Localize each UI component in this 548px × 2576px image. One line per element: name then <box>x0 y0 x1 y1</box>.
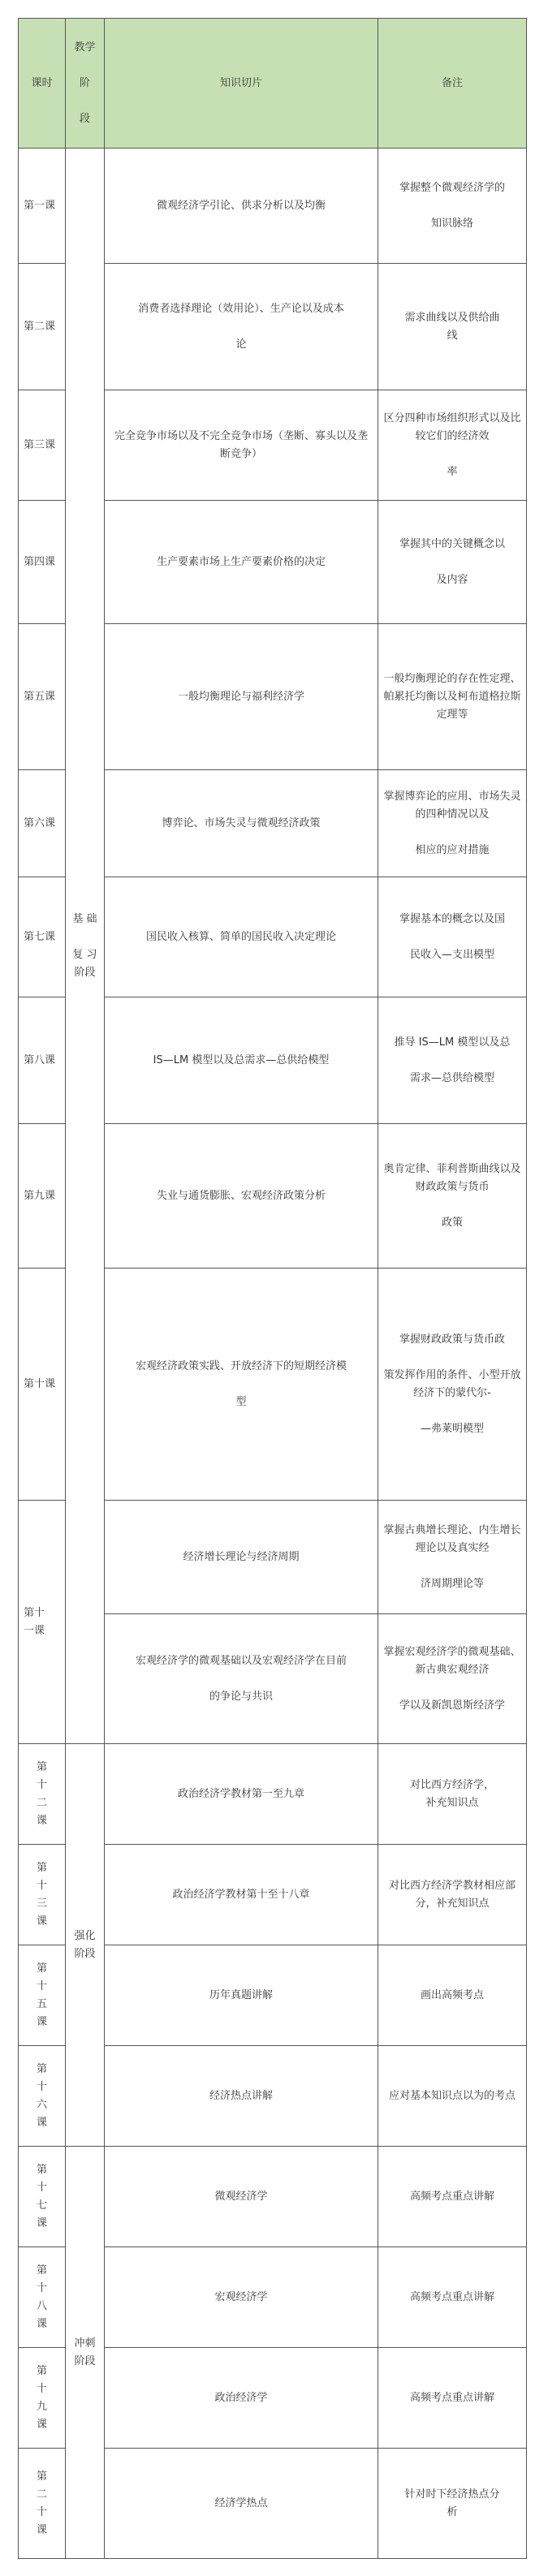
topic-cell: 一般均衡理论与福利经济学 <box>105 624 378 770</box>
lesson-cell: 第 十 六 课 <box>19 2046 66 2147</box>
note-cell: 高频考点重点讲解 <box>378 2348 527 2449</box>
advanced-stage-table <box>18 1743 527 2559</box>
topic-cell: 经济增长理论与经济周期 <box>105 1501 378 1614</box>
note-cell: 掌握整个微观经济学的 知识脉络 <box>378 149 527 264</box>
note-cell: 掌握财政政策与货币政 策发挥作用的条件、小型开放经济下的蒙代尔- —弗莱明模型 <box>378 1269 527 1501</box>
note-cell: 对比西方经济学教材相应部分，补充知识点 <box>378 1845 527 1945</box>
note-cell: 高频考点重点讲解 <box>378 2147 527 2247</box>
header-row <box>19 19 527 149</box>
lesson-cell: 第 二 十 课 <box>19 2449 66 2559</box>
table-row <box>19 149 527 264</box>
topic-cell: 完全竞争市场以及不完全竞争市场（垄断、寡头以及垄断竞争） <box>105 390 378 501</box>
topic-cell: 历年真题讲解 <box>105 1945 378 2046</box>
note-cell: 掌握基本的概念以及国 民收入—支出模型 <box>378 877 527 997</box>
topic-cell: 博弈论、市场失灵与微观经济政策 <box>105 770 378 877</box>
topic-cell: 经济热点讲解 <box>105 2046 378 2147</box>
topic-cell: 宏观经济学的微观基础以及宏观经济学在目前 的争论与共识 <box>105 1614 378 1744</box>
note-cell: 应对基本知识点以为的考点 <box>378 2046 527 2147</box>
note-cell: 区分四种市场组织形式以及比较它们的经济效 率 <box>378 390 527 501</box>
topic-cell: 微观经济学 <box>105 2147 378 2247</box>
header-lesson: 课时 <box>19 19 66 149</box>
lesson-cell: 第 十 五 课 <box>19 1945 66 2046</box>
note-cell: 一般均衡理论的存在性定理、帕累托均衡以及柯布道格拉斯定理等 <box>378 624 527 770</box>
topic-cell: 失业与通货膨胀、宏观经济政策分析 <box>105 1124 378 1269</box>
lesson-cell: 第 十 七 课 <box>19 2147 66 2247</box>
note-cell: 高频考点重点讲解 <box>378 2247 527 2348</box>
table-row <box>19 2147 527 2247</box>
topic-cell: IS—LM 模型以及总需求—总供给模型 <box>105 997 378 1124</box>
topic-cell: 国民收入核算、简单的国民收入决定理论 <box>105 877 378 997</box>
lesson-cell: 第六课 <box>19 770 66 877</box>
lesson-cell: 第十 一课 <box>19 1501 66 1744</box>
note-cell: 掌握博弈论的应用、市场失灵的四种情况以及 相应的应对措施 <box>378 770 527 877</box>
note-cell: 针对时下经济热点分 析 <box>378 2449 527 2559</box>
stage-cell-basic: 基 础 复 习 阶段 <box>66 149 105 1744</box>
topic-cell: 生产要素市场上生产要素价格的决定 <box>105 501 378 624</box>
lesson-cell: 第二课 <box>19 264 66 390</box>
note-cell: 画出高频考点 <box>378 1945 527 2046</box>
lesson-cell: 第 十 二 课 <box>19 1744 66 1845</box>
lesson-cell: 第 十 九 课 <box>19 2348 66 2449</box>
header-note: 备注 <box>378 19 527 149</box>
stage-cell-strengthen: 强化 阶段 <box>66 1744 105 2147</box>
note-cell: 推导 IS—LM 模型以及总 需求—总供给模型 <box>378 997 527 1124</box>
lesson-cell: 第 十 三 课 <box>19 1845 66 1945</box>
topic-cell: 政治经济学 <box>105 2348 378 2449</box>
topic-cell: 消费者选择理论（效用论）、生产论以及成本 论 <box>105 264 378 390</box>
lesson-cell: 第九课 <box>19 1124 66 1269</box>
note-cell: 对比西方经济学， 补充知识点 <box>378 1744 527 1845</box>
lesson-cell: 第十课 <box>19 1269 66 1501</box>
topic-cell: 经济学热点 <box>105 2449 378 2559</box>
lesson-cell: 第三课 <box>19 390 66 501</box>
table-row <box>19 1744 527 1845</box>
basic-stage-table <box>18 18 527 1744</box>
topic-cell: 宏观经济政策实践、开放经济下的短期经济模 型 <box>105 1269 378 1501</box>
lesson-cell: 第四课 <box>19 501 66 624</box>
lesson-cell: 第一课 <box>19 149 66 264</box>
lesson-cell: 第五课 <box>19 624 66 770</box>
note-cell: 需求曲线以及供给曲 线 <box>378 264 527 390</box>
lesson-cell: 第七课 <box>19 877 66 997</box>
note-cell: 掌握宏观经济学的微观基础、新古典宏观经济 学以及新凯恩斯经济学 <box>378 1614 527 1744</box>
note-cell: 奥肯定律、菲利普斯曲线以及财政政策与货币 政策 <box>378 1124 527 1269</box>
note-cell: 掌握古典增长理论、内生增长理论以及真实经 济周期理论等 <box>378 1501 527 1614</box>
header-topic: 知识切片 <box>105 19 378 149</box>
note-cell: 掌握其中的关键概念以 及内容 <box>378 501 527 624</box>
lesson-cell: 第八课 <box>19 997 66 1124</box>
topic-cell: 政治经济学教材第一至九章 <box>105 1744 378 1845</box>
stage-cell-sprint: 冲刺 阶段 <box>66 2147 105 2559</box>
lesson-cell: 第 十 八 课 <box>19 2247 66 2348</box>
topic-cell: 微观经济学引论、供求分析以及均衡 <box>105 149 378 264</box>
header-stage: 教学 阶 段 <box>66 19 105 149</box>
topic-cell: 宏观经济学 <box>105 2247 378 2348</box>
topic-cell: 政治经济学教材第十至十八章 <box>105 1845 378 1945</box>
